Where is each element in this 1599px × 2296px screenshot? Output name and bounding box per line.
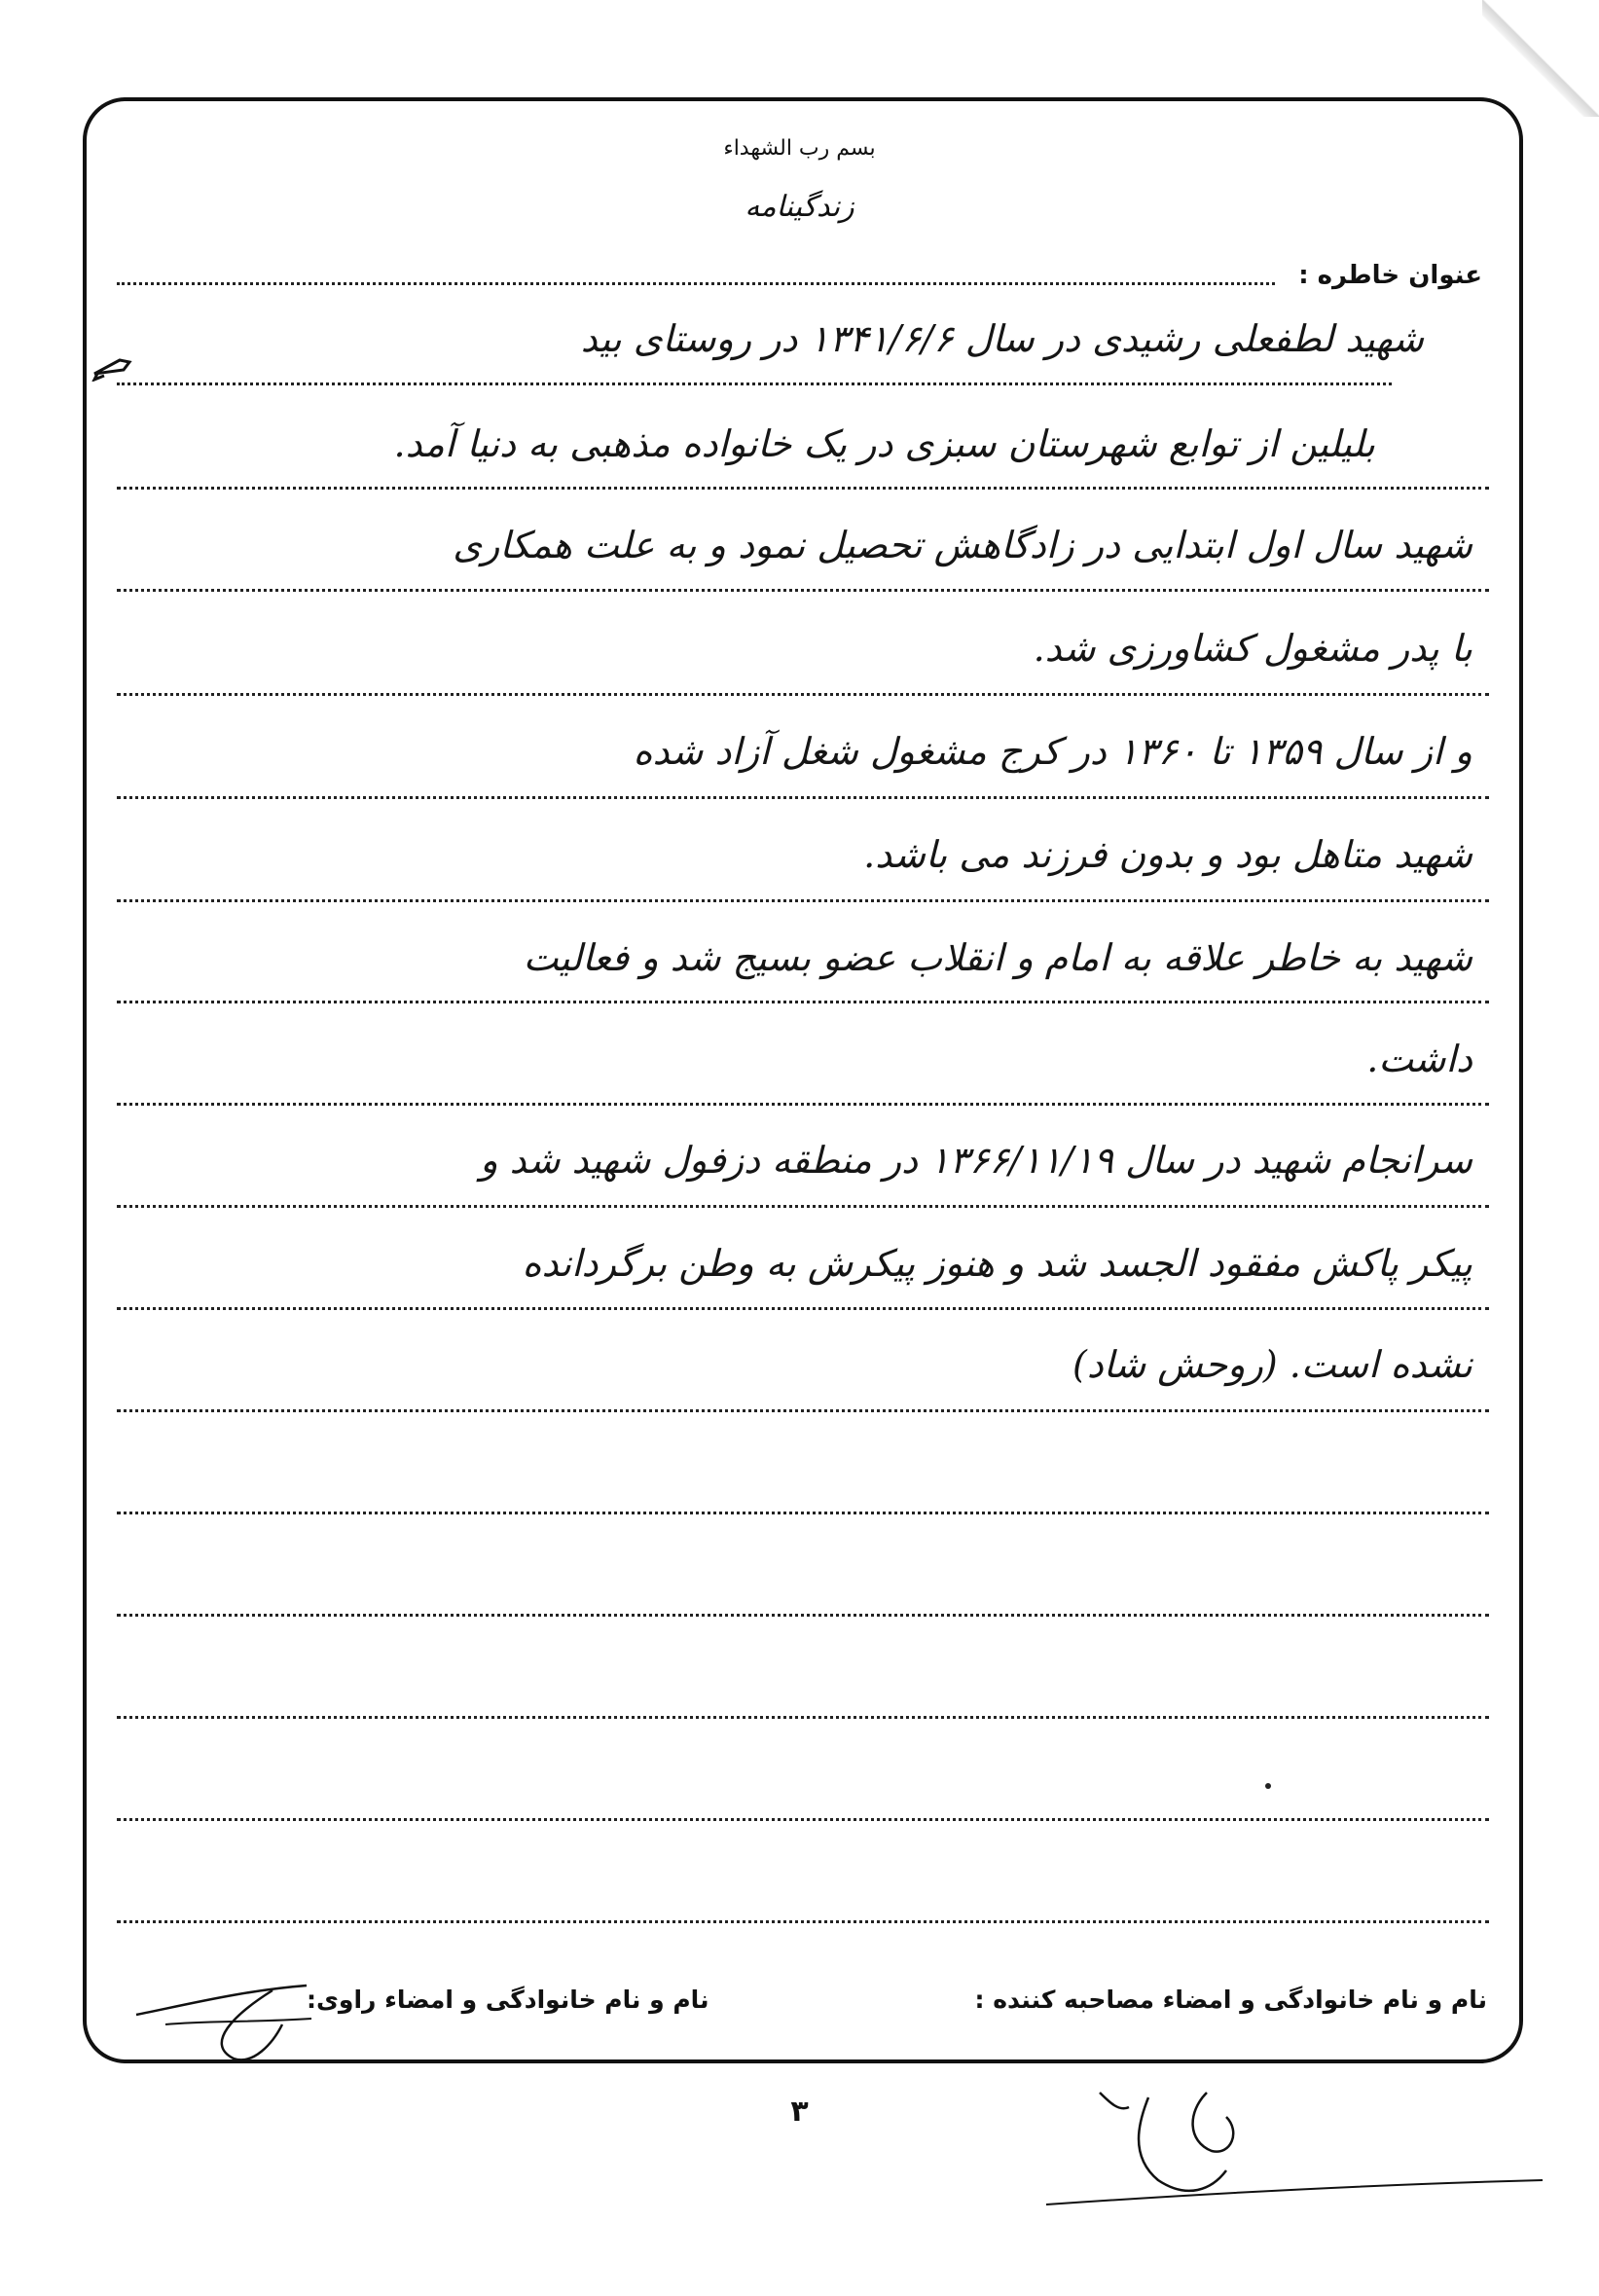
pen-icon — [91, 352, 139, 382]
handwritten-line: نشده است. (روحش شاد) — [1072, 1343, 1472, 1386]
ruled-line — [117, 589, 1489, 592]
ruled-line — [117, 1512, 1489, 1514]
ruled-line — [117, 383, 1392, 385]
handwritten-line: شهید متاهل بود و بدون فرزند می باشد. — [863, 833, 1472, 876]
ink-spot — [1265, 1783, 1271, 1789]
handwritten-line: و از سال ۱۳۵۹ تا ۱۳۶۰ در کرج مشغول شغل آزاد شده — [633, 730, 1472, 773]
page-frame — [83, 97, 1523, 2063]
memory-title-label: عنوان خاطره : — [1298, 261, 1482, 290]
interviewer-signature — [1041, 2063, 1547, 2219]
handwritten-line: شهید لطفعلی رشیدی در سال ۱۳۴۱/۶/۶ در روستای بید — [580, 317, 1424, 360]
ruled-line — [117, 1001, 1489, 1003]
ruled-line — [117, 899, 1489, 902]
ruled-line — [117, 1103, 1489, 1106]
ruled-line — [117, 796, 1489, 799]
ruled-line — [117, 487, 1489, 490]
ruled-line — [117, 693, 1489, 696]
ruled-line — [117, 1818, 1489, 1821]
handwritten-line: داشت. — [1366, 1038, 1472, 1080]
handwritten-line: بلیلین از توابع شهرستان سبزی در یک خانواده مذهبی به دنیا آمد. — [393, 422, 1375, 465]
page-number: ۳ — [790, 2095, 809, 2129]
ruled-line — [117, 1409, 1489, 1412]
narrator-signature — [127, 1956, 321, 2073]
handwritten-line: با پدر مشغول کشاورزی شد. — [1033, 627, 1472, 670]
ruled-line — [117, 282, 1275, 285]
ruled-line — [117, 1920, 1489, 1923]
handwritten-line: پیکر پاکش مفقود الجسد شد و هنوز پیکرش به وطن برگردانده — [522, 1242, 1472, 1285]
interviewer-signature-label: نام و نام خانوادگی و امضاء مصاحبه کننده : — [974, 1986, 1487, 2014]
page-invocation: بسم رب الشهداء — [723, 136, 876, 161]
handwritten-line: شهید سال اول ابتدایی در زادگاهش تحصیل نمود و به علت همکاری — [453, 524, 1472, 566]
page-subtitle: زندگینامه — [745, 190, 854, 224]
ruled-line — [117, 1205, 1489, 1208]
ruled-line — [117, 1716, 1489, 1719]
narrator-signature-label: نام و نام خانوادگی و امضاء راوی: — [307, 1986, 709, 2014]
handwritten-line: سرانجام شهید در سال ۱۳۶۶/۱۱/۱۹ در منطقه دزفول شهید شد و — [480, 1139, 1472, 1182]
folded-page-corner — [1482, 0, 1599, 117]
handwritten-line: شهید به خاطر علاقه به امام و انقلاب عضو بسیج شد و فعالیت — [523, 936, 1472, 979]
ruled-line — [117, 1614, 1489, 1617]
ruled-line — [117, 1307, 1489, 1310]
